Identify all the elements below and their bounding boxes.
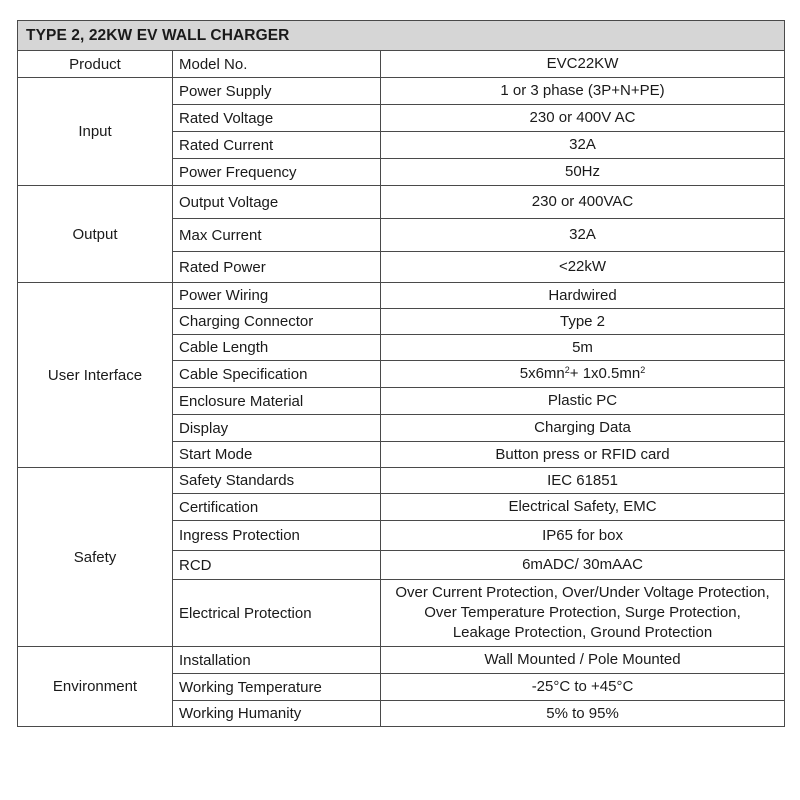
param-value: Plastic PC [381,388,785,415]
param-value: EVC22KW [381,51,785,78]
param-label: RCD [173,551,381,580]
param-label: Charging Connector [173,309,381,335]
param-value: 50Hz [381,159,785,186]
table-row [18,51,785,78]
param-label: Ingress Protection [173,521,381,551]
param-value-multiline [381,580,785,647]
param-value: 32A [381,132,785,159]
category-input: Input [18,78,173,186]
param-value: 32A [381,219,785,252]
param-label: Cable Specification [173,361,381,388]
param-value: Electrical Safety, EMC [381,494,785,521]
param-label: Installation [173,647,381,674]
param-label: Power Supply [173,78,381,105]
param-label: Power Frequency [173,159,381,186]
param-label: Display [173,415,381,442]
param-value: 230 or 400VAC [381,186,785,219]
param-value: Type 2 [381,309,785,335]
param-value: Charging Data [381,415,785,442]
category-environment: Environment [18,647,173,727]
param-label: Start Mode [173,442,381,468]
cable-spec-part-b: + 1x0.5mn [569,365,641,382]
param-value: 5m [381,335,785,361]
param-label: Cable Length [173,335,381,361]
param-label: Enclosure Material [173,388,381,415]
param-label: Model No. [173,51,381,78]
param-label: Working Humanity [173,701,381,727]
param-value: 1 or 3 phase (3P+N+PE) [381,78,785,105]
param-label: Power Wiring [173,283,381,309]
param-value-cable-spec [381,361,785,388]
table-row [18,647,785,674]
param-label: Rated Voltage [173,105,381,132]
param-value: Wall Mounted / Pole Mounted [381,647,785,674]
param-value: <22kW [381,252,785,283]
param-value: 230 or 400V AC [381,105,785,132]
param-value: -25°C to +45°C [381,674,785,701]
category-output: Output [18,186,173,283]
category-product: Product [18,51,173,78]
param-value: 6mADC/ 30mAAC [381,551,785,580]
superscript: 2 [640,365,646,375]
protection-line: Over Temperature Protection, Surge Protection, [424,604,741,621]
category-safety: Safety [18,468,173,647]
param-label: Rated Power [173,252,381,283]
param-label: Safety Standards [173,468,381,494]
spec-table [17,20,785,727]
param-label: Output Voltage [173,186,381,219]
table-row [18,468,785,494]
protection-line: Leakage Protection, Ground Protection [452,624,713,641]
table-row [18,78,785,105]
param-value: Hardwired [381,283,785,309]
protection-line: Over Current Protection, Over/Under Voltage Protection, [395,584,770,601]
table-row [18,186,785,219]
param-label: Rated Current [173,132,381,159]
param-label: Max Current [173,219,381,252]
param-value: 5% to 95% [381,701,785,727]
param-label: Working Temperature [173,674,381,701]
table-row [18,283,785,309]
param-value: IP65 for box [381,521,785,551]
param-label: Certification [173,494,381,521]
superscript: 2 [564,365,570,375]
param-value: IEC 61851 [381,468,785,494]
table-title: TYPE 2, 22KW EV WALL CHARGER [18,21,785,51]
category-user-interface: User Interface [18,283,173,468]
param-value: Button press or RFID card [381,442,785,468]
param-label: Electrical Protection [173,580,381,647]
title-row [18,21,785,51]
cable-spec-part-a: 5x6mn [519,365,565,382]
